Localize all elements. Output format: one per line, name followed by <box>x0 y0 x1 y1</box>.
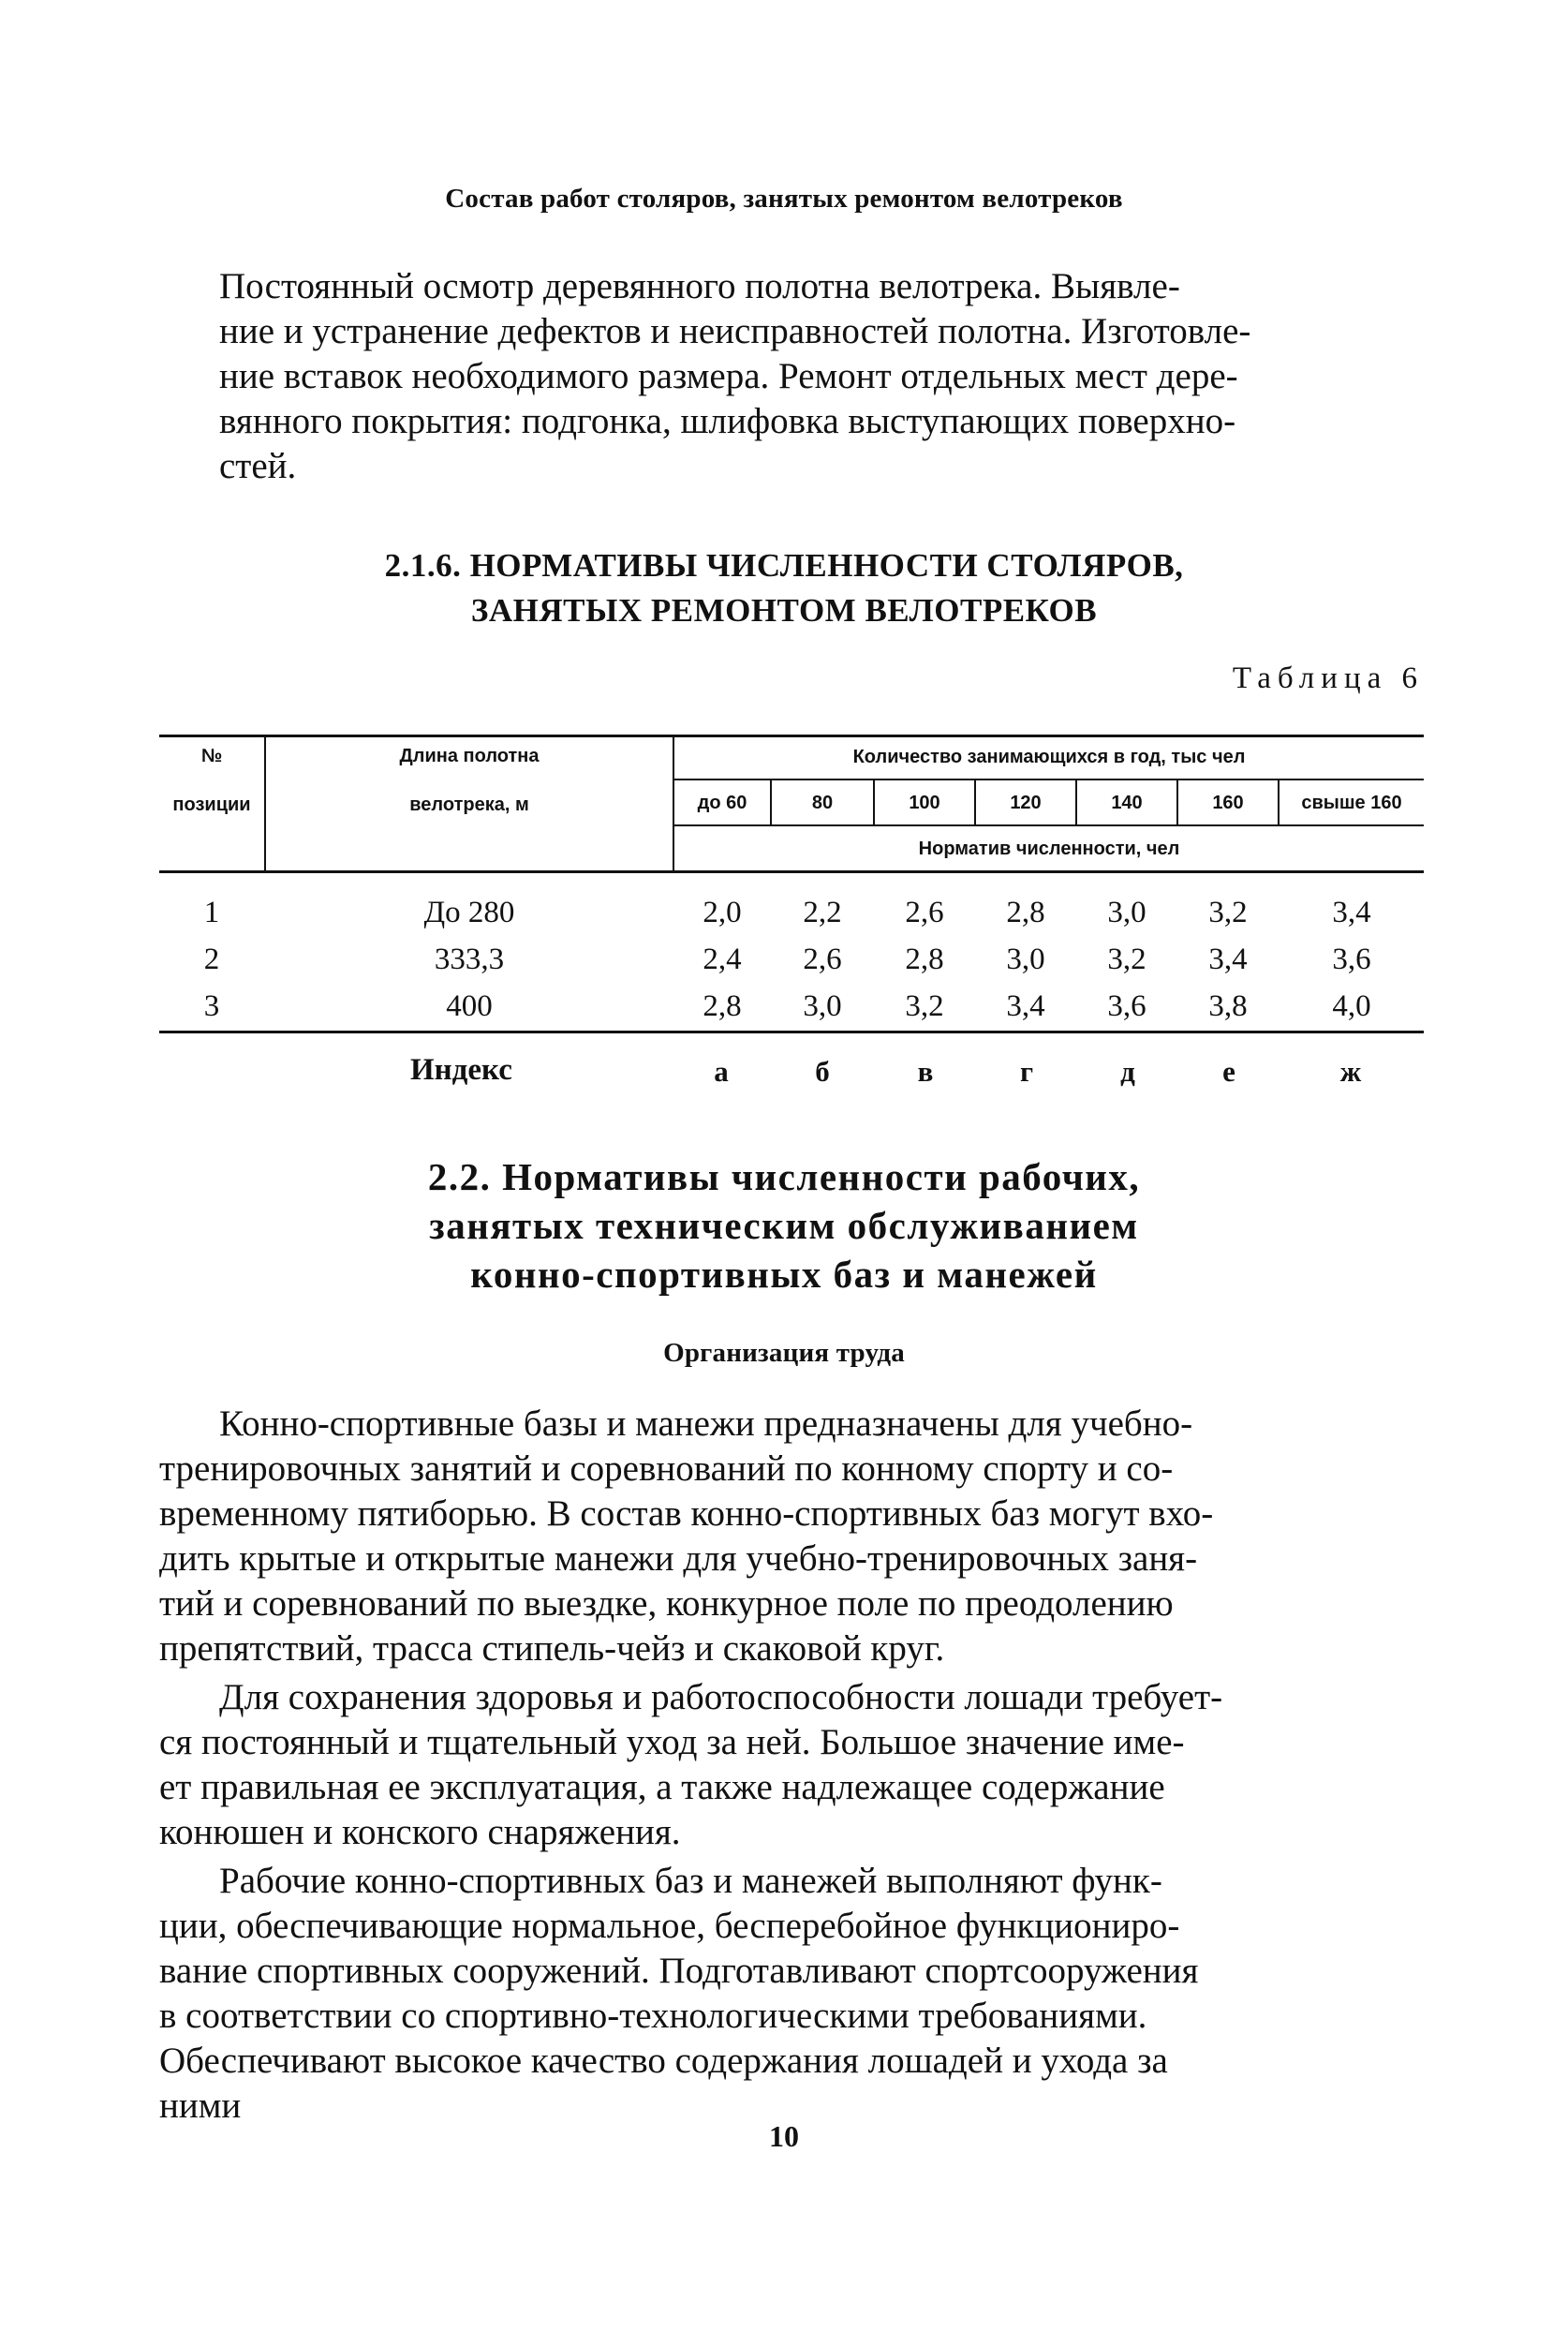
index-letter: в <box>917 1055 934 1088</box>
index-letter: г <box>1019 1055 1034 1088</box>
group-header-rule <box>673 779 1424 780</box>
subheader: 100 <box>909 793 940 813</box>
header-position-word: позиции <box>172 794 251 815</box>
table-cell: 3,0 <box>803 989 842 1023</box>
table-cell: 3,6 <box>1107 989 1146 1023</box>
header-length-line2: велотрека, м <box>409 794 529 815</box>
table-cell: 3,4 <box>1006 989 1045 1023</box>
subheading-carpenters-work: Состав работ столяров, занятых ремонтом велотреков <box>445 184 1123 214</box>
table-cell: 2,4 <box>703 943 742 976</box>
header-length-line1: Длина полотна <box>399 746 540 766</box>
title-line: ЗАНЯТЫХ РЕМОНТОМ ВЕЛОТРЕКОВ <box>470 592 1098 629</box>
text-line: Обеспечивают высокое качество содержания лошадей и ухода за <box>159 2041 1168 2081</box>
title-line: 2.2. Нормативы численности рабочих, <box>427 1155 1141 1198</box>
index-letter: б <box>815 1055 830 1088</box>
title-line: 2.1.6. НОРМАТИВЫ ЧИСЛЕННОСТИ СТОЛЯРОВ, <box>384 547 1184 584</box>
table-cell: 2,0 <box>703 896 742 929</box>
subheader: до 60 <box>697 793 747 813</box>
subheader: свыше 160 <box>1301 793 1402 813</box>
table-cell: 2,6 <box>905 896 944 929</box>
table-cell: 2,8 <box>905 943 944 976</box>
header-position-num: № <box>200 746 223 766</box>
text-line: ции, обеспечивающие нормальное, бесперебойное функциониро- <box>159 1906 1180 1946</box>
table-cell: 2,6 <box>803 943 842 976</box>
paragraph-workers-functions <box>159 1859 1418 2129</box>
row-length: 400 <box>446 989 493 1023</box>
text-line: ние и устранение дефектов и неисправностей полотна. Изготовле- <box>219 311 1251 351</box>
table-cell: 4,0 <box>1332 989 1371 1023</box>
text-line: тренировочных занятий и соревнований по конному спорту и со- <box>159 1448 1174 1489</box>
subheader: 80 <box>811 793 834 813</box>
table-top-rule <box>159 735 1424 737</box>
text-line: конюшен и конского снаряжения. <box>159 1812 681 1852</box>
section-title-216 <box>0 543 1568 633</box>
paragraph-purpose <box>159 1402 1418 1671</box>
subheading-organization: Организация труда <box>663 1338 905 1368</box>
subheader-rule <box>673 824 1424 826</box>
index-label: Индекс <box>410 1053 512 1087</box>
table-cell: 2,2 <box>803 896 842 929</box>
table-cell: 2,8 <box>703 989 742 1023</box>
text-line: Постоянный осмотр деревянного полотна велотрека. Выявле- <box>219 266 1180 306</box>
text-line: тий и соревнований по выездке, конкурное поле по преодолению <box>159 1583 1174 1624</box>
text-line: Рабочие конно-спортивных баз и манежей выполняют функ- <box>219 1861 1162 1901</box>
title-line: занятых техническим обслуживанием <box>429 1204 1139 1247</box>
text-line: временному пятиборью. В состав конно-спортивных баз могут вхо- <box>159 1493 1214 1534</box>
table-cell: 3,2 <box>1107 943 1146 976</box>
table-cell: 3,2 <box>905 989 944 1023</box>
row-num: 1 <box>203 896 220 929</box>
index-letter: ж <box>1339 1055 1362 1088</box>
table-cell: 2,8 <box>1006 896 1045 929</box>
row-num: 3 <box>203 989 220 1023</box>
page-number: 10 <box>769 2119 799 2153</box>
row-num: 2 <box>203 943 220 976</box>
paragraph-carpenters-duties <box>219 264 1418 489</box>
text-line: дить крытые и открытые манежи для учебно-тренировочных заня- <box>159 1538 1198 1579</box>
header-group-count: Количество занимающихся в год, тыс чел <box>852 747 1246 767</box>
index-letter: е <box>1222 1055 1235 1088</box>
table-cell: 3,8 <box>1208 989 1248 1023</box>
text-line: ет правильная ее эксплуатация, а также надлежащее содержание <box>159 1767 1165 1807</box>
header-bottom-rule <box>159 870 1424 873</box>
text-line: препятствий, трасса стипель-чейз и скаковой круг. <box>159 1628 945 1669</box>
table-cell: 3,4 <box>1332 896 1371 929</box>
text-line: ние вставок необходимого размера. Ремонт отдельных мест дере- <box>219 356 1238 396</box>
title-line: конно-спортивных баз и манежей <box>470 1253 1098 1296</box>
subheader: 140 <box>1111 793 1143 813</box>
text-line: ся постоянный и тщательный уход за ней. Большое значение име- <box>159 1722 1185 1762</box>
text-line: Конно-спортивные базы и манежи предназначены для учебно- <box>219 1403 1193 1444</box>
subheader: 120 <box>1010 793 1042 813</box>
table-label: Таблица 6 <box>1232 661 1424 695</box>
section-title-22 <box>0 1152 1568 1299</box>
subheader: 160 <box>1212 793 1244 813</box>
table-cell: 3,0 <box>1107 896 1146 929</box>
index-letter: д <box>1120 1055 1135 1088</box>
text-line: стей. <box>219 446 297 486</box>
header-norm: Норматив численности, чел <box>918 839 1180 859</box>
text-line: ними <box>159 2086 242 2126</box>
row-length: До 280 <box>423 896 515 929</box>
table-cell: 3,4 <box>1208 943 1248 976</box>
text-line: вянного покрытия: подгонка, шлифовка выступающих поверхно- <box>219 401 1236 441</box>
row-length: 333,3 <box>434 943 505 976</box>
table-bottom-rule <box>159 1031 1424 1033</box>
paragraph-horse-care <box>159 1675 1418 1855</box>
table-cell: 3,0 <box>1006 943 1045 976</box>
text-line: в соответствии со спортивно-технологическими требованиями. <box>159 1996 1147 2036</box>
text-line: Для сохранения здоровья и работоспособности лошади требует- <box>219 1677 1223 1717</box>
index-letter: а <box>714 1055 729 1088</box>
table-cell: 3,6 <box>1332 943 1371 976</box>
text-line: вание спортивных сооружений. Подготавливают спортсооружения <box>159 1951 1199 1991</box>
table-cell: 3,2 <box>1208 896 1248 929</box>
